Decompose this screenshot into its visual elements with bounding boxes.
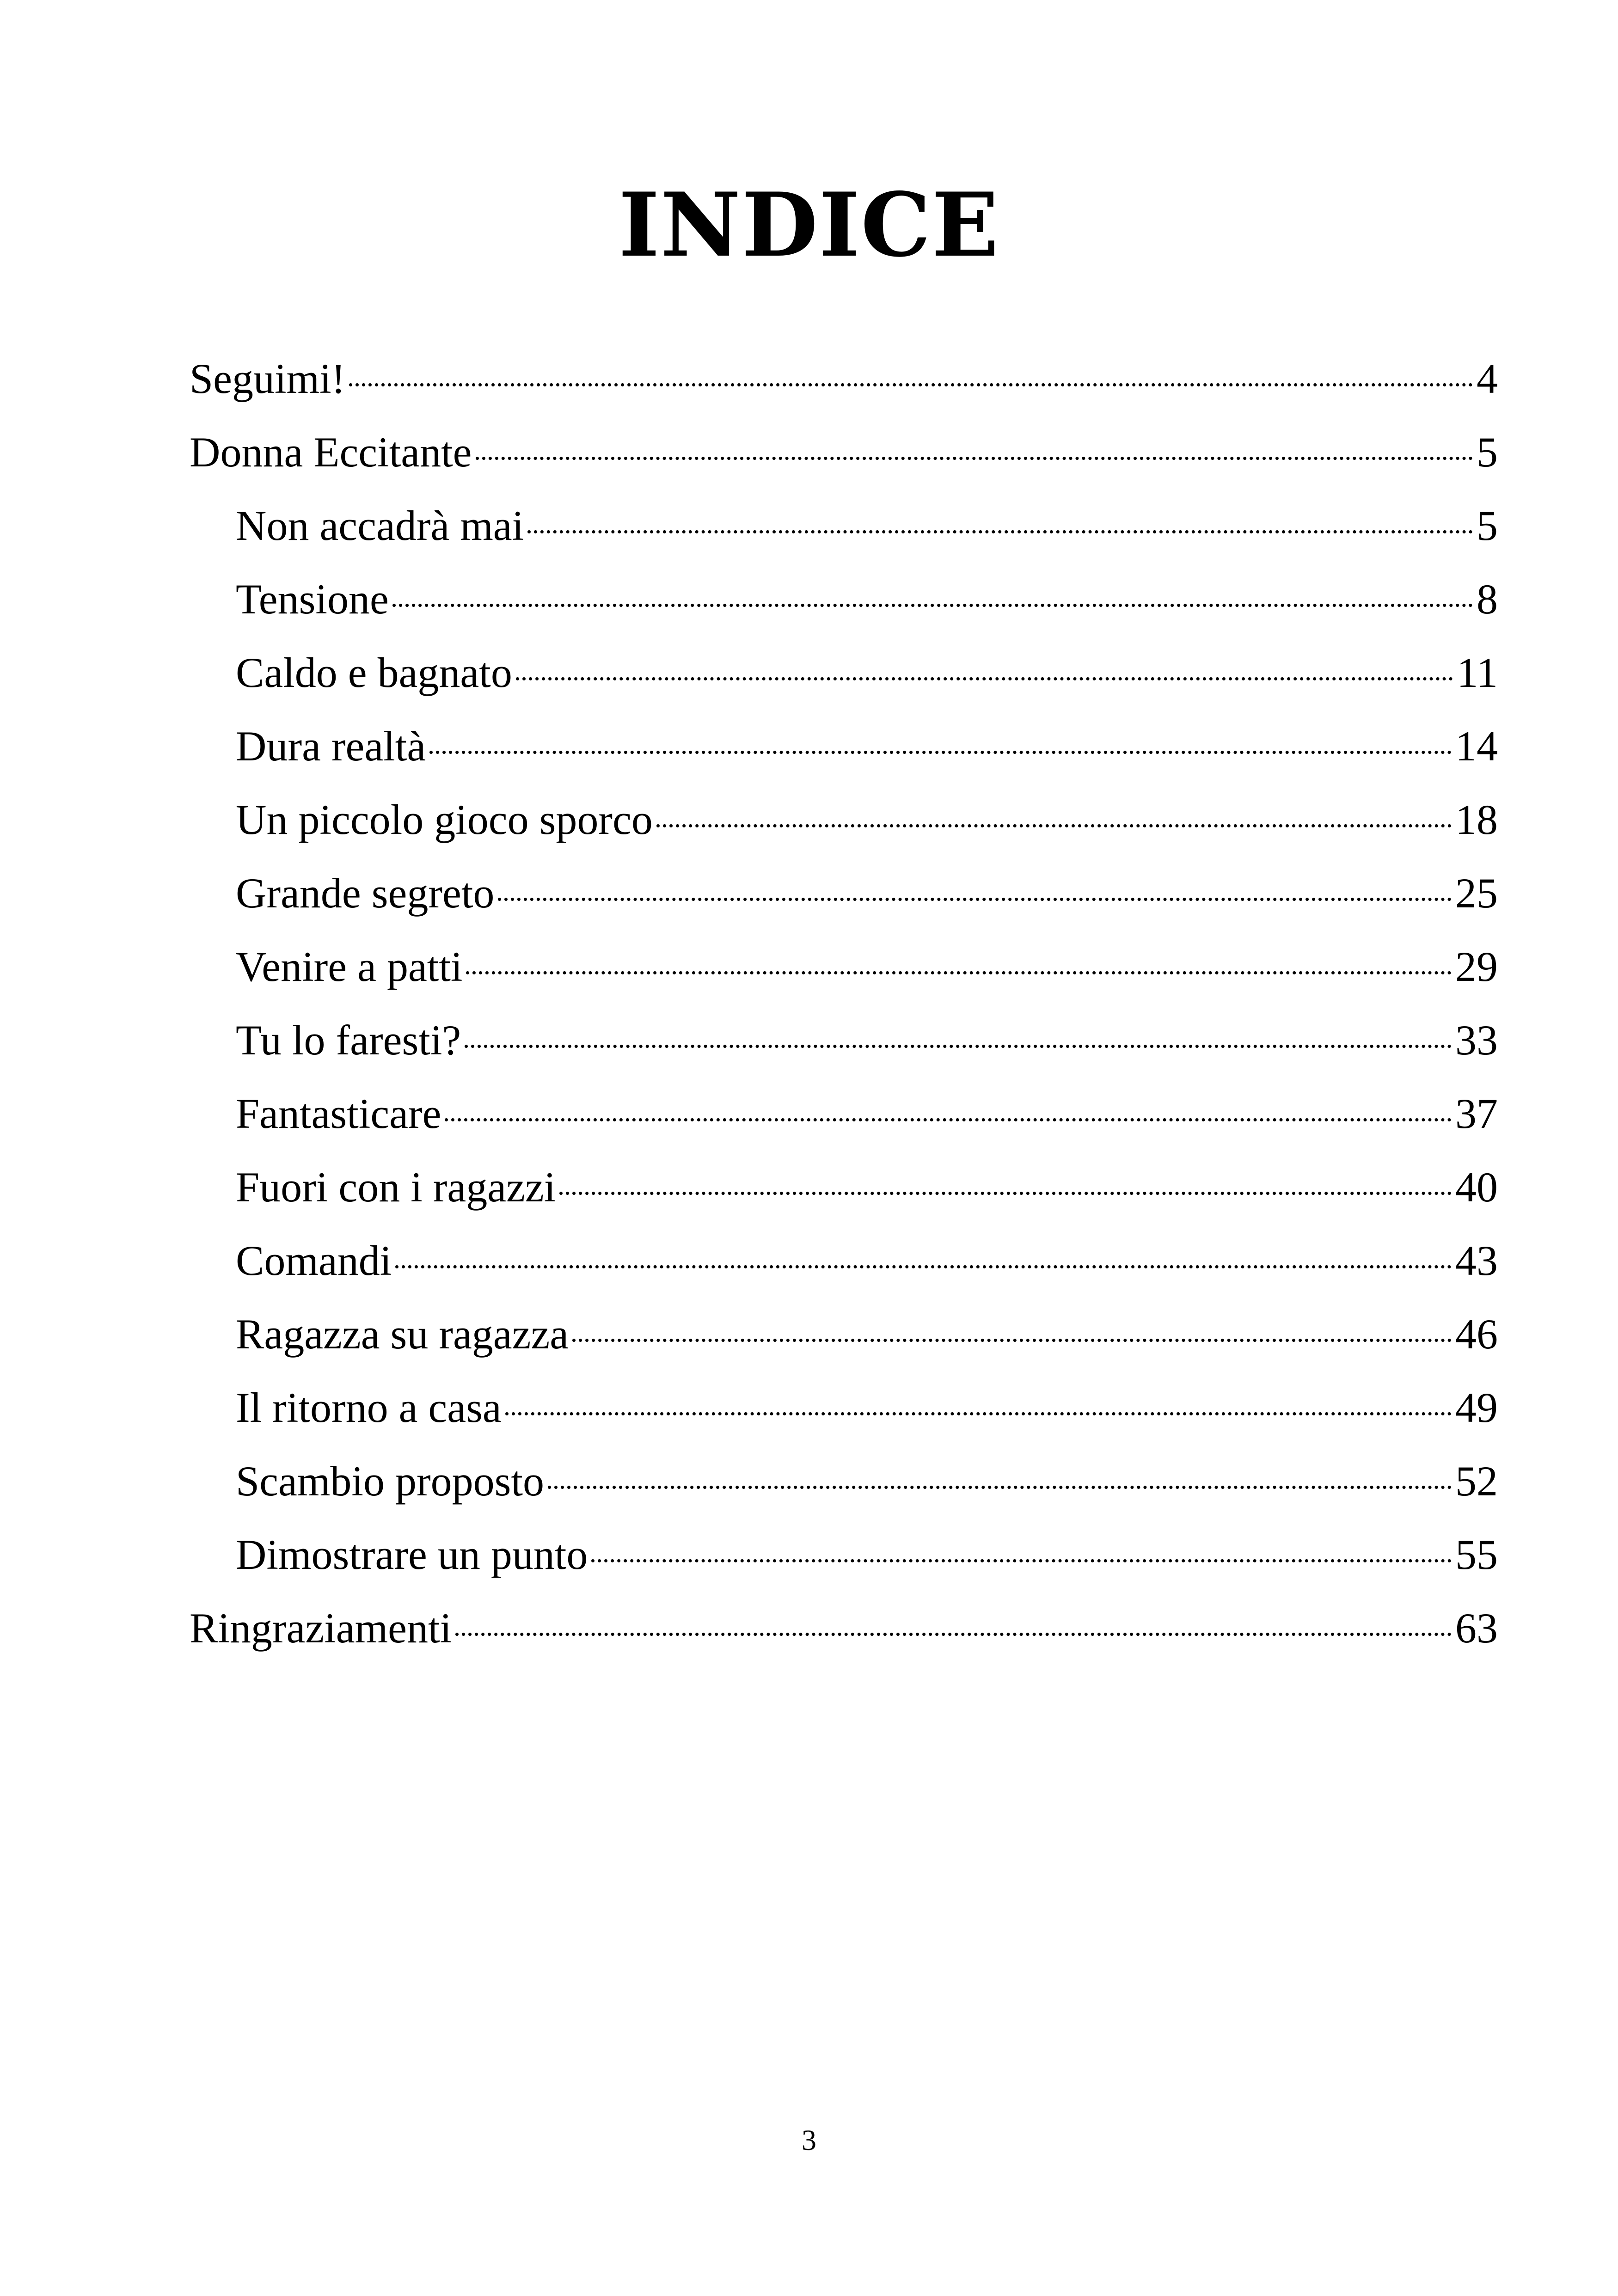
toc-entry-page: 14 bbox=[1455, 722, 1498, 770]
toc-entry-label: Scambio proposto bbox=[236, 1457, 544, 1505]
toc-entry-label: Un piccolo gioco sporco bbox=[236, 796, 653, 843]
toc-entry-label: Ragazza su ragazza bbox=[236, 1310, 569, 1358]
dot-leader bbox=[392, 604, 1473, 607]
dot-leader bbox=[498, 898, 1452, 901]
toc-entry-page: 5 bbox=[1477, 429, 1498, 476]
dot-leader bbox=[349, 383, 1473, 386]
toc-entry-seguimi[interactable] bbox=[190, 342, 1498, 416]
toc-entry-tensione[interactable] bbox=[190, 563, 1498, 636]
toc-entry-page: 33 bbox=[1455, 1016, 1498, 1064]
toc-entry-page: 46 bbox=[1455, 1310, 1498, 1358]
toc-entry-tu-lo-faresti[interactable] bbox=[190, 1004, 1498, 1077]
toc-entry-ringraziamenti[interactable] bbox=[190, 1592, 1498, 1665]
toc-entry-page: 63 bbox=[1455, 1604, 1498, 1652]
toc-entry-label: Caldo e bagnato bbox=[236, 649, 512, 696]
toc-entry-page: 37 bbox=[1455, 1090, 1498, 1137]
toc-entry-comandi[interactable] bbox=[190, 1224, 1498, 1298]
toc-entry-page: 18 bbox=[1455, 796, 1498, 843]
dot-leader bbox=[656, 824, 1452, 827]
toc-entry-dura-realta[interactable] bbox=[190, 710, 1498, 783]
dot-leader bbox=[476, 457, 1473, 460]
dot-leader bbox=[395, 1265, 1452, 1268]
toc-entry-page: 8 bbox=[1477, 576, 1498, 623]
dot-leader bbox=[572, 1339, 1452, 1342]
toc-entry-label: Dura realtà bbox=[236, 722, 426, 770]
toc-entry-un-piccolo-gioco-sporco[interactable] bbox=[190, 783, 1498, 857]
toc-entry-label: Non accadrà mai bbox=[236, 502, 524, 549]
toc-entry-venire-a-patti[interactable] bbox=[190, 930, 1498, 1004]
toc-entry-page: 40 bbox=[1455, 1163, 1498, 1211]
toc-entry-label: Il ritorno a casa bbox=[236, 1384, 502, 1431]
toc-entry-label: Tu lo faresti? bbox=[236, 1016, 461, 1064]
dot-leader bbox=[465, 1045, 1452, 1048]
dot-leader bbox=[559, 1192, 1452, 1195]
toc-entry-page: 52 bbox=[1455, 1457, 1498, 1505]
toc-entry-donna-eccitante[interactable] bbox=[190, 416, 1498, 489]
toc-entry-page: 29 bbox=[1455, 943, 1498, 990]
dot-leader bbox=[548, 1486, 1452, 1489]
dot-leader bbox=[445, 1118, 1452, 1121]
toc-entry-grande-segreto[interactable] bbox=[190, 857, 1498, 930]
toc-entry-page: 55 bbox=[1455, 1531, 1498, 1578]
dot-leader bbox=[527, 530, 1473, 533]
toc-entry-label: Tensione bbox=[236, 576, 389, 623]
toc-entry-page: 5 bbox=[1477, 502, 1498, 549]
toc-entry-fuori-con-i-ragazzi[interactable] bbox=[190, 1151, 1498, 1224]
toc-entry-page: 25 bbox=[1455, 869, 1498, 917]
page-title: INDICE bbox=[618, 173, 1000, 277]
table-of-contents bbox=[190, 342, 1498, 1665]
toc-entry-label: Comandi bbox=[236, 1237, 392, 1284]
toc-entry-label: Fantasticare bbox=[236, 1090, 441, 1137]
dot-leader bbox=[429, 751, 1452, 754]
toc-entry-ragazza-su-ragazza[interactable] bbox=[190, 1298, 1498, 1371]
dot-leader bbox=[455, 1633, 1452, 1636]
dot-leader bbox=[505, 1412, 1452, 1415]
toc-entry-page: 4 bbox=[1477, 355, 1498, 402]
dot-leader bbox=[591, 1559, 1452, 1562]
toc-entry-page: 49 bbox=[1455, 1384, 1498, 1431]
dot-leader bbox=[466, 971, 1452, 974]
toc-entry-il-ritorno-a-casa[interactable] bbox=[190, 1371, 1498, 1445]
toc-entry-page: 43 bbox=[1455, 1237, 1498, 1284]
dot-leader bbox=[516, 677, 1453, 680]
toc-entry-non-accadra-mai[interactable] bbox=[190, 489, 1498, 563]
toc-entry-label: Donna Eccitante bbox=[190, 429, 472, 476]
toc-entry-label: Dimostrare un punto bbox=[236, 1531, 588, 1578]
toc-entry-label: Venire a patti bbox=[236, 943, 463, 990]
toc-entry-caldo-e-bagnato[interactable] bbox=[190, 636, 1498, 710]
toc-entry-label: Seguimi! bbox=[190, 355, 346, 402]
toc-entry-fantasticare[interactable] bbox=[190, 1077, 1498, 1151]
toc-entry-page: 11 bbox=[1457, 649, 1498, 696]
toc-entry-scambio-proposto[interactable] bbox=[190, 1445, 1498, 1518]
toc-entry-label: Fuori con i ragazzi bbox=[236, 1163, 556, 1211]
page-number: 3 bbox=[802, 2124, 816, 2156]
toc-entry-label: Grande segreto bbox=[236, 869, 495, 917]
toc-entry-dimostrare-un-punto[interactable] bbox=[190, 1518, 1498, 1592]
toc-entry-label: Ringraziamenti bbox=[190, 1604, 452, 1652]
